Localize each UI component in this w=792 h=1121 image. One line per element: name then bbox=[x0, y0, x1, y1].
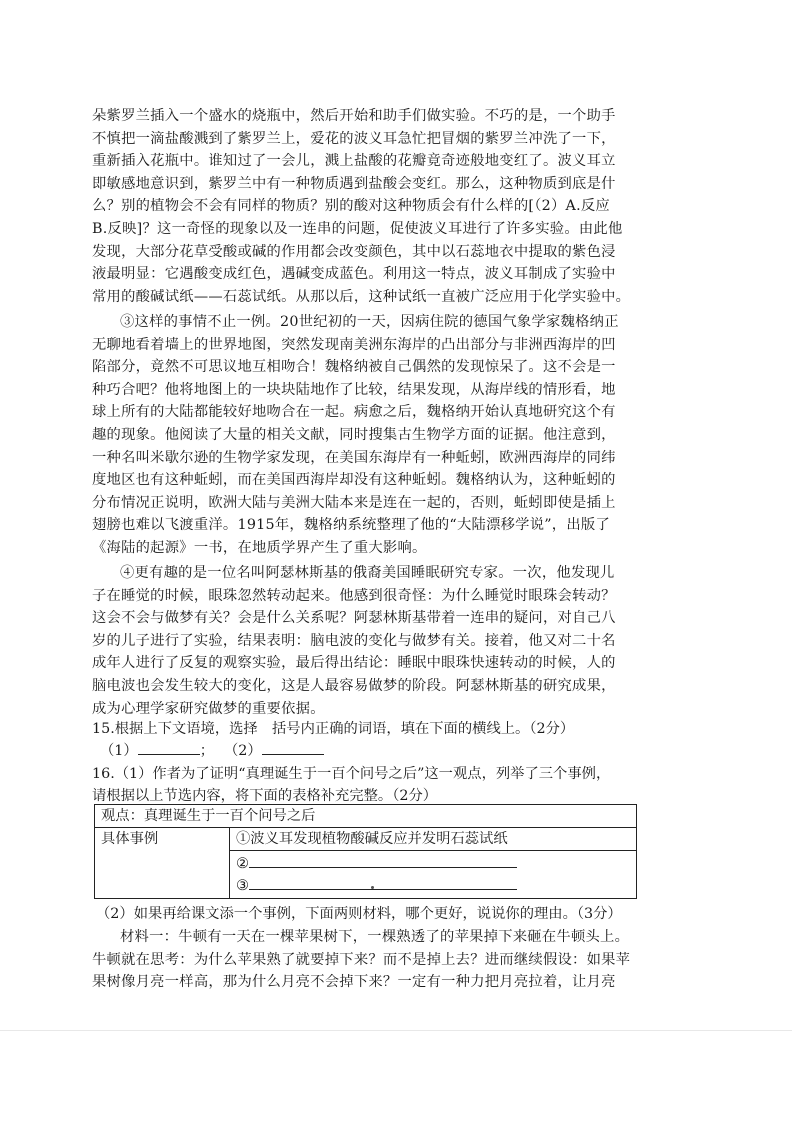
text-line: 果树像月亮一样高，那为什么月亮不会掉下来？一定有一种力把月亮拉着，让月亮 bbox=[92, 974, 616, 991]
example-item-2-blank[interactable] bbox=[249, 851, 517, 868]
question-15-blanks bbox=[100, 740, 324, 762]
text-line: 常用的酸碱试纸——石蕊试纸。从那以后，这种试纸一直被广泛应用于化学实验中。 bbox=[92, 288, 631, 305]
text-line: 即敏感地意识到，紫罗兰中有一种物质遇到盐酸会变红。那么，这种物质到底是什 bbox=[92, 175, 616, 192]
question-16-line1: 16.（1）作者为了证明“真理诞生于一百个问号之后”这一观点，列举了三个事例， bbox=[92, 766, 611, 782]
text-line: 球上所有的大陆都能较好地吻合在一起。病愈之后，魏格纳开始认真地研究这个有 bbox=[92, 404, 616, 421]
text-line: 一种名叫米歇尔逊的生物学家发现，在美国东海岸有一种蚯蚓，欧洲西海岸的同纬 bbox=[92, 449, 616, 466]
answer-table bbox=[94, 804, 637, 899]
example-item-3[interactable] bbox=[230, 873, 636, 895]
answer-blank-2[interactable] bbox=[262, 740, 324, 755]
text-line: 成年人进行了反复的观察实验，最后得出结论：睡眠中眼珠快速转动的时候，人的 bbox=[92, 655, 616, 672]
blank-1-label: （1） bbox=[100, 743, 138, 759]
example-item-1: ①波义耳发现植物酸碱反应并发明石蕊试纸 bbox=[230, 828, 636, 851]
table-examples-label: 具体事例 bbox=[95, 828, 230, 899]
example-item-2[interactable] bbox=[230, 851, 636, 873]
blank-separator: ； bbox=[199, 743, 214, 759]
text-line: ④更有趣的是一位名叫阿瑟林斯基的俄裔美国睡眠研究专家。一次，他发现儿 bbox=[120, 565, 615, 581]
table-row bbox=[95, 828, 637, 899]
table-viewpoint: 观点：真理诞生于一百个问号之后 bbox=[95, 805, 637, 828]
paragraph-boyle bbox=[92, 105, 652, 308]
text-line: 牛顿就在思考：为什么苹果熟了就要掉下来？而不是掉上去？进而继续假设：如果苹 bbox=[92, 951, 631, 968]
text-line: 种巧合吧？他将地图上的一块块陆地作了比较，结果发现，从海岸线的情形看，地 bbox=[92, 381, 616, 398]
question-15: 15.根据上下文语境，选择 括号内正确的词语，填在下面的横线上。（2分） bbox=[92, 721, 575, 737]
text-line: B.反映]？这一奇怪的现象以及一连串的问题，促使波义耳进行了许多实验。由此他 bbox=[92, 220, 623, 237]
text-line: 无聊地看着墙上的世界地图，突然发现南美洲东海岸的凸出部分与非洲西海岸的凹 bbox=[92, 336, 616, 353]
blank-2-label: （2） bbox=[224, 743, 262, 759]
text-line: 趣的现象。他阅读了大量的相关文献，同时搜集古生物学方面的证据。他注意到， bbox=[92, 426, 616, 443]
answer-blank-1[interactable] bbox=[138, 740, 200, 755]
question-16-line2: 请根据以上节选内容，将下面的表格补充完整。（2分） bbox=[92, 788, 438, 804]
example-item-3-num: ③ bbox=[236, 878, 249, 894]
paragraph-wegener bbox=[92, 311, 652, 560]
text-line: 不慎把一滴盐酸溅到了紫罗兰上，爱花的波义耳急忙把冒烟的紫罗兰冲洗了一下， bbox=[92, 130, 616, 147]
text-line: ③这样的事情不止一例。20世纪初的一天，因病住院的德国气象学家魏格纳正 bbox=[120, 314, 619, 330]
text-line: 子在睡觉的时候，眼珠忽然转动起来。他感到很奇怪：为什么睡觉时眼珠会转动？ bbox=[92, 587, 616, 604]
material-one bbox=[92, 926, 652, 994]
paragraph-aserinsky bbox=[92, 562, 652, 720]
text-line: 岁的儿子进行了实验，结果表明：脑电波的变化与做梦有关。接着，他又对二十名 bbox=[92, 632, 616, 649]
text-line: 这会不会与做梦有关？会是什么关系呢？阿瑟林斯基带着一连串的疑问，对自己八 bbox=[92, 610, 616, 627]
question-16-part2: （2）如果再给课文添一个事例，下面两则材料，哪个更好，说说你的理由。（3分） bbox=[96, 906, 622, 922]
text-line: 发现，大部分花草受酸或碱的作用都会改变颜色，其中以石蕊地衣中提取的紫色浸 bbox=[92, 243, 616, 260]
text-line: 朵紫罗兰插入一个盛水的烧瓶中，然后开始和助手们做实验。不巧的是，一个助手 bbox=[92, 108, 616, 124]
example-item-3-blank[interactable] bbox=[249, 873, 517, 890]
text-line: 度地区也有这种蚯蚓，而在美国西海岸却没有这种蚯蚓。魏格纳认为，这种蚯蚓的 bbox=[92, 472, 616, 489]
text-line: 么？别的植物会不会有同样的物质？别的酸对这种物质会有什么样的[（2）A.反应 bbox=[92, 198, 610, 215]
example-item-2-num: ② bbox=[236, 856, 249, 872]
text-line: 《海陆的起源》一书，在地质学界产生了重大影响。 bbox=[92, 539, 427, 556]
text-line: 脑电波也会发生较大的变化，这是人最容易做梦的阶段。阿瑟林斯基的研究成果， bbox=[92, 677, 616, 694]
text-line: 成为心理学家研究做梦的重要依据。 bbox=[92, 700, 325, 717]
text-line: 液最明显：它遇酸变成红色，遇碱变成蓝色。利用这一特点，波义耳制成了实验中 bbox=[92, 266, 616, 283]
text-line: 分布情况正说明，欧洲大陆与美洲大陆本来是连在一起的，否则，蚯蚓即使是插上 bbox=[92, 494, 616, 511]
text-line: 陷部分，竟然不可思议地互相吻合！魏格纳被自己偶然的发现惊呆了。这不会是一 bbox=[92, 359, 616, 376]
page-bottom-edge bbox=[0, 1030, 792, 1031]
table-row bbox=[95, 805, 637, 828]
text-line: 材料一：牛顿有一天在一棵苹果树下，一棵熟透了的苹果掉下来砸在牛顿头上。 bbox=[120, 929, 630, 945]
text-line: 翅膀也难以飞渡重洋。1915年，魏格纳系统整理了他的“大陆漂移学说”，出版了 bbox=[92, 517, 610, 534]
text-line: 重新插入花瓶中。谁知过了一会儿，溅上盐酸的花瓣竟奇迹般地变红了。波义耳立 bbox=[92, 153, 616, 170]
table-examples-cell bbox=[230, 828, 637, 899]
speck bbox=[371, 886, 374, 889]
